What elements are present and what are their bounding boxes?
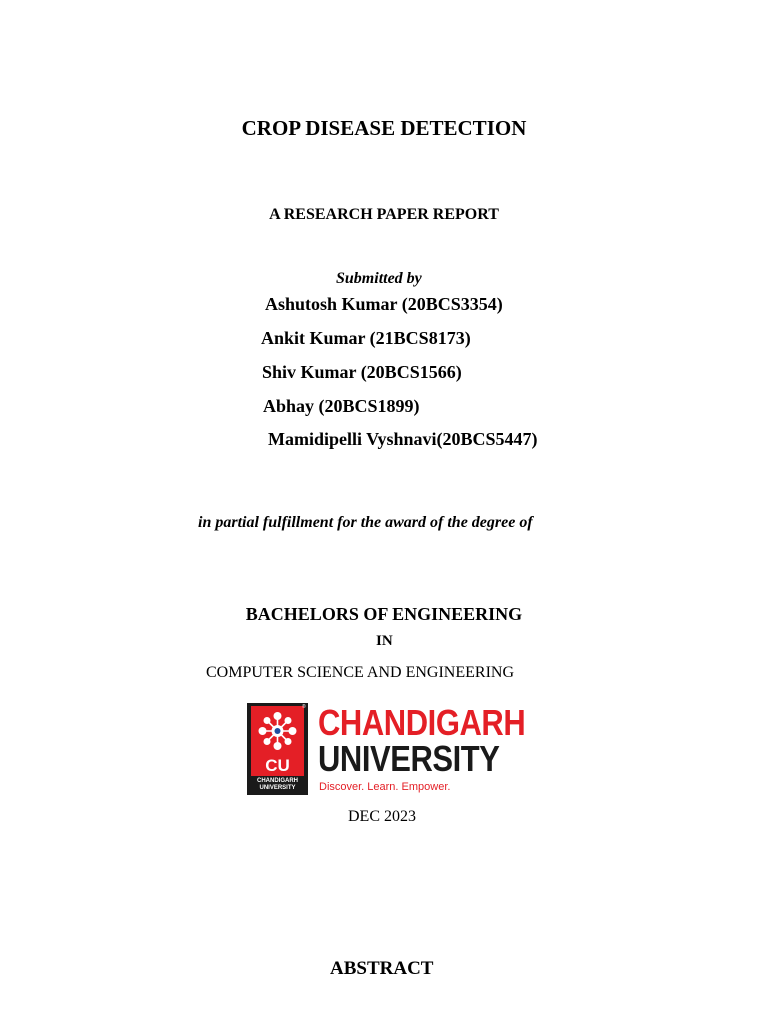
logo-badge-caption-line: CHANDIGARH [257, 778, 298, 784]
author-name: Ankit Kumar (21BCS8173) [261, 328, 471, 348]
logo-badge [247, 703, 308, 795]
in-label: IN [376, 633, 393, 649]
department-name: COMPUTER SCIENCE AND ENGINEERING [206, 664, 514, 681]
university-emblem-icon [251, 706, 304, 756]
fulfillment-statement: in partial fulfillment for the award of the degree of [198, 514, 533, 531]
author-name: Abhay (20BCS1899) [263, 396, 420, 416]
logo-badge-caption [247, 778, 308, 792]
abstract-heading: ABSTRACT [330, 958, 434, 979]
logo-name-line2: UNIVERSITY [318, 738, 500, 779]
logo-tagline: Discover. Learn. Empower. [319, 781, 451, 793]
submission-date: DEC 2023 [348, 808, 416, 825]
registered-mark: ® [302, 704, 306, 710]
logo-badge-caption-line: UNIVERSITY [259, 785, 296, 791]
report-title: CROP DISEASE DETECTION [241, 116, 527, 140]
report-subtitle: A RESEARCH PAPER REPORT [269, 206, 499, 223]
author-name: Shiv Kumar (20BCS1566) [262, 362, 462, 382]
submitted-by-label: Submitted by [336, 270, 422, 287]
university-logo [247, 702, 526, 797]
degree-name: BACHELORS OF ENGINEERING [245, 604, 523, 624]
logo-name-line1: CHANDIGARH [318, 702, 526, 743]
author-name: Mamidipelli Vyshnavi(20BCS5447) [268, 429, 538, 449]
author-name: Ashutosh Kumar (20BCS3354) [265, 294, 503, 314]
logo-badge-initials: CU [251, 756, 304, 776]
